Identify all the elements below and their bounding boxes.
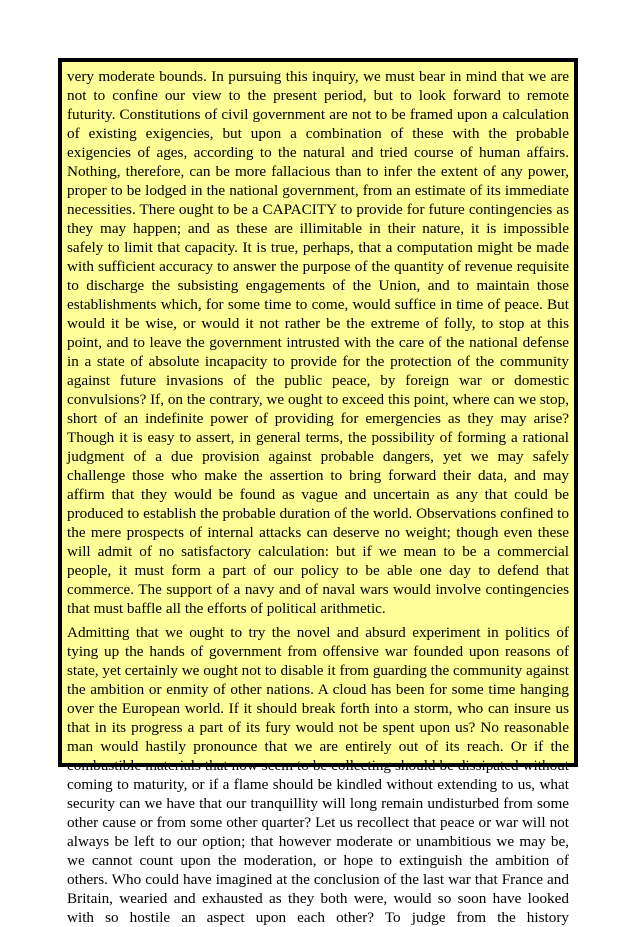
paragraph-1: very moderate bounds. In pursuing this inquiry, we must bear in mind that we are not to confine our view to the present period, but to look forward to remote futurity. Constitutions of civil government are not to be framed upon a calculation of existing exigencies, but upon a combination of these with the probable exigencies of ages, according to the natural and tried course of human affairs. Nothing, therefore, can be more fallacious than to infer the extent of any power, proper to be lodged in the national government, from an estimate of its immediate necessities. There ought to be a CAPACITY to provide for future contingencies as they may happen; and as these are illimitable in their nature, it is impossible safely to limit that capacity. It is true, perhaps, that a computation might be made with sufficient accuracy to answer the purpose of the quantity of revenue requisite to discharge the subsisting engagements of the Union, and to maintain those establishments which, for some time to come, would suffice in time of peace. But would it be wise, or would it not rather be the extreme of folly, to stop at this point, and to leave the government intrusted with the care of the national defense in a state of absolute incapacity to provide for the protection of the community against future invasions of the public peace, by foreign war or domestic convulsions? If, on the contrary, we ought to exceed this point, where can we stop, short of an indefinite power of providing for emergencies as they may arise? Though it is easy to assert, in general terms, the possibility of forming a rational judgment of a due provision against probable dangers, yet we may safely challenge those who make the assertion to bring forward their data, and may affirm that they would be found as vague and uncertain as any that could be produced to establish the probable duration of the world. Observations confined to the mere prospects of internal attacks can deserve no weight; though even these will admit of no satisfactory calculation: but if we mean to be a commercial people, it must form a part of our policy to be able one day to defend that commerce. The support of a navy and of naval wars would involve contingencies that must baffle all the efforts of political arithmetic. [67,68,569,617]
document-body [62,62,574,927]
document-page [58,58,578,926]
paragraph-2: Admitting that we ought to try the novel and absurd experiment in politics of tying up the hands of government from offensive war founded upon reasons of state, yet certainly we ought not to disable it from guarding the community against the ambition or enmity of other nations. A cloud has been for some time hanging over the European world. If it should break forth into a storm, who can insure us that in its progress a part of its fury would not be spent upon us? No reasonable man would hastily pronounce that we are entirely out of its reach. Or if the combustible materials that now seem to be collecting should be dissipated without coming to maturity, or if a flame should be kindled without extending to us, what security can we have that our tranquillity will long remain undisturbed from some other cause or from some other quarter? Let us recollect that peace or war will not always be left to our option; that however moderate or unambitious we may be, we cannot count upon the moderation, or hope to extinguish the ambition of others. Who could have imagined at the conclusion of the last war that France and Britain, wearied and exhausted as they both were, would so soon have looked with so hostile an aspect upon each other? To judge from the history [67,624,569,926]
